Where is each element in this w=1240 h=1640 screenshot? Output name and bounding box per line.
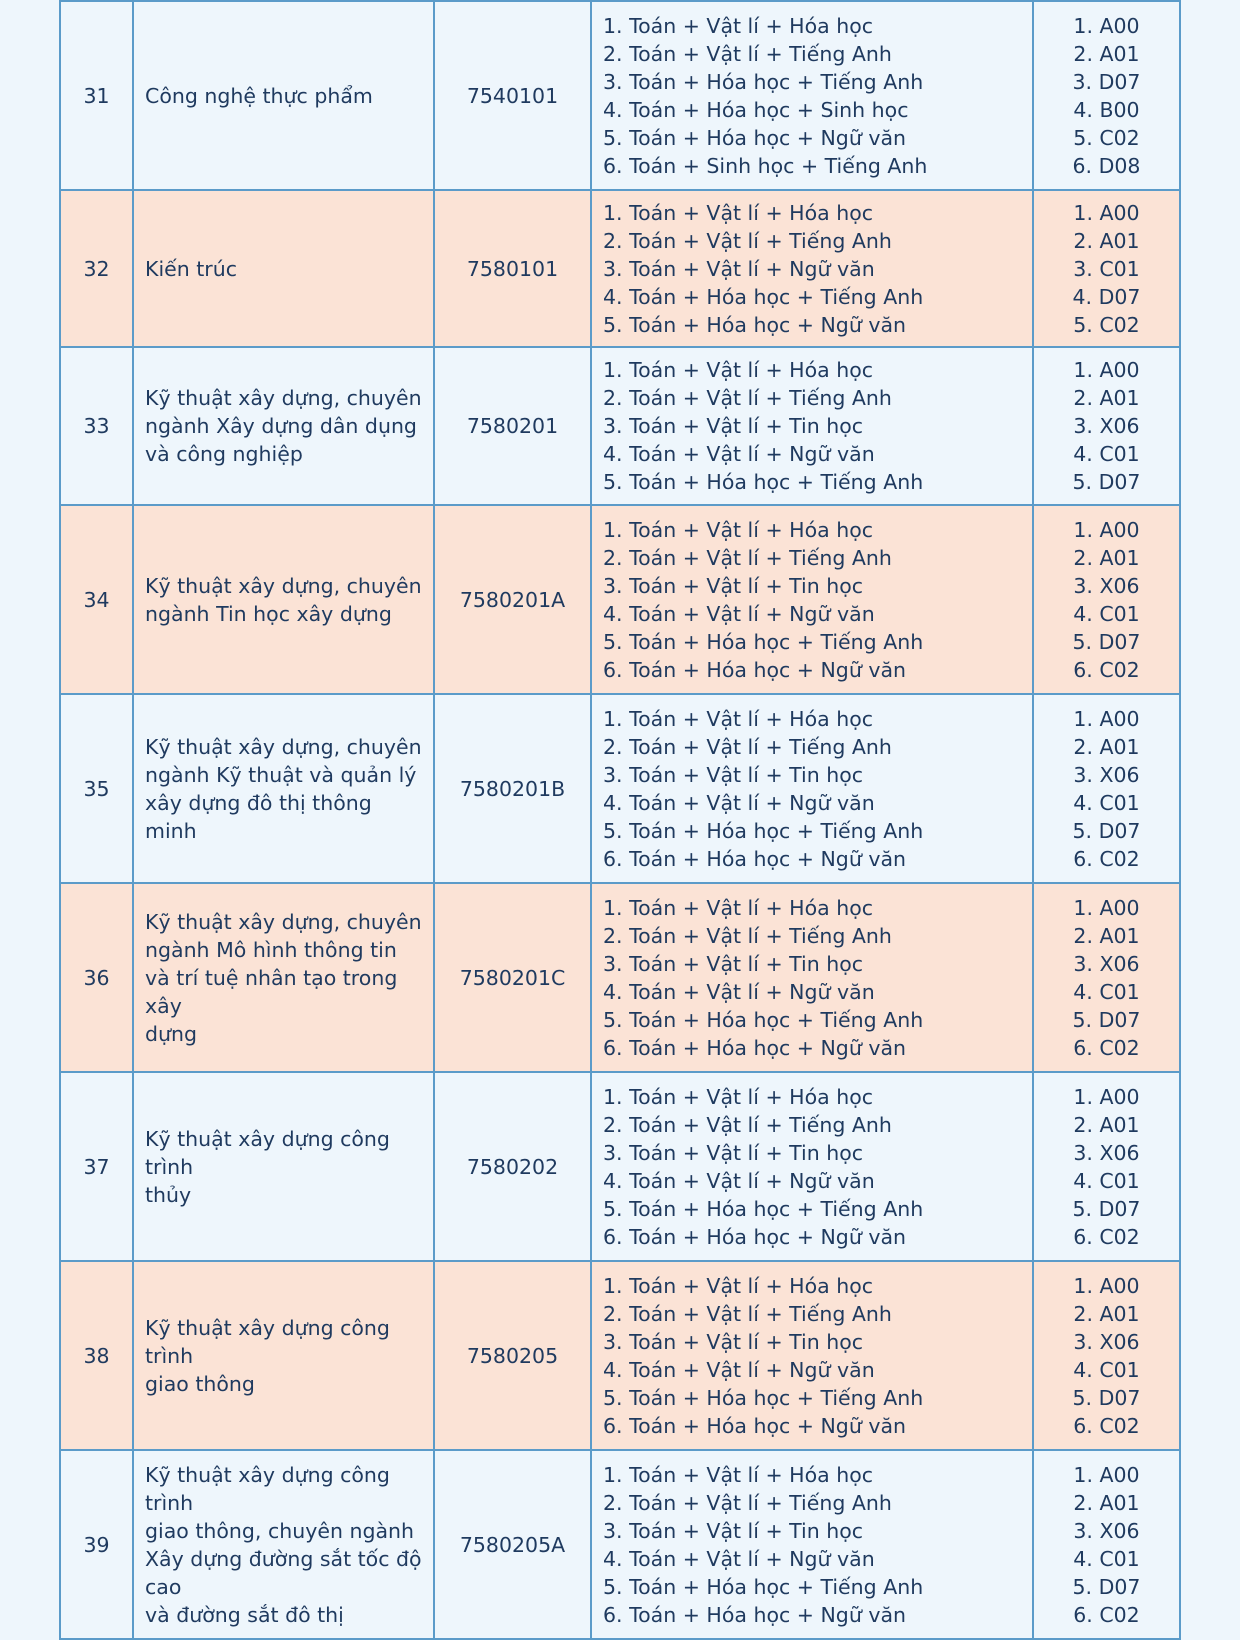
major-code: 7580201A (434, 505, 591, 694)
major-code: 7580201C (434, 883, 591, 1072)
subject-combinations (591, 505, 1033, 694)
major-code: 7540101 (434, 1, 591, 190)
admission-table (59, 0, 1181, 1640)
table-row (60, 347, 1180, 505)
combination-code-item: 2. A01 (1073, 41, 1140, 66)
major-name: Kỹ thuật xây dựng công trình thủy (133, 1072, 434, 1261)
subject-combination-item: 5. Toán + Hóa học + Tiếng Anh (603, 470, 924, 494)
combination-code-item: 4. C01 (1073, 790, 1140, 815)
subject-combination-item: 3. Toán + Vật lí + Tin học (603, 762, 864, 787)
subject-combination-item: 2. Toán + Vật lí + Tiếng Anh (603, 386, 892, 410)
subject-combination-item: 2. Toán + Vật lí + Tiếng Anh (603, 41, 892, 66)
subject-combination-item: 1. Toán + Vật lí + Hóa học (603, 358, 874, 382)
combination-code-item: 1. A00 (1073, 13, 1140, 38)
combination-code-item: 1. A00 (1073, 706, 1140, 731)
major-name: Kiến trúc (133, 190, 434, 347)
subject-combination-item: 4. Toán + Vật lí + Ngữ văn (603, 790, 875, 815)
combination-code-item: 6. C02 (1073, 1602, 1140, 1627)
combination-code-item: 6. C02 (1073, 657, 1140, 682)
subject-combination-item: 4. Toán + Vật lí + Ngữ văn (603, 442, 875, 466)
row-number: 35 (60, 694, 133, 883)
subject-combination-item: 1. Toán + Vật lí + Hóa học (603, 517, 874, 542)
subject-combination-item: 4. Toán + Hóa học + Sinh học (603, 97, 909, 122)
major-code: 7580201 (434, 347, 591, 505)
subject-combination-item: 4. Toán + Vật lí + Ngữ văn (603, 601, 875, 626)
subject-combination-item: 2. Toán + Vật lí + Tiếng Anh (603, 734, 892, 759)
subject-combination-item: 1. Toán + Vật lí + Hóa học (603, 1084, 874, 1109)
subject-combinations (591, 1, 1033, 190)
subject-combination-item: 4. Toán + Hóa học + Tiếng Anh (603, 284, 924, 309)
combination-codes (1033, 347, 1180, 505)
major-name: Kỹ thuật xây dựng, chuyên ngành Kỹ thuật và quản lý xây dựng đô thị thông minh (133, 694, 434, 883)
row-number: 33 (60, 347, 133, 505)
combination-code-item: 5. D07 (1072, 1007, 1141, 1032)
combination-code-item: 3. X06 (1073, 1329, 1140, 1354)
combination-code-item: 1. A00 (1073, 200, 1140, 225)
combination-code-item: 3. X06 (1073, 573, 1140, 598)
table-row (60, 190, 1180, 347)
combination-codes (1033, 1261, 1180, 1450)
combination-code-item: 1. A00 (1073, 1273, 1140, 1298)
combination-codes (1033, 505, 1180, 694)
subject-combination-item: 2. Toán + Vật lí + Tiếng Anh (603, 228, 892, 253)
major-code: 7580101 (434, 190, 591, 347)
subject-combination-item: 2. Toán + Vật lí + Tiếng Anh (603, 923, 892, 948)
subject-combinations (591, 347, 1033, 505)
subject-combination-item: 5. Toán + Hóa học + Tiếng Anh (603, 1385, 924, 1410)
major-name: Kỹ thuật xây dựng công trình giao thông (133, 1261, 434, 1450)
combination-code-item: 2. A01 (1073, 1490, 1140, 1515)
major-code: 7580201B (434, 694, 591, 883)
table-body (60, 1, 1180, 1639)
combination-codes (1033, 190, 1180, 347)
subject-combination-item: 5. Toán + Hóa học + Ngữ văn (603, 312, 907, 337)
subject-combinations (591, 1072, 1033, 1261)
subject-combination-item: 5. Toán + Hóa học + Tiếng Anh (603, 629, 924, 654)
major-name: Kỹ thuật xây dựng, chuyên ngành Mô hình thông tin và trí tuệ nhân tạo trong xây dựng (133, 883, 434, 1072)
subject-combinations (591, 1450, 1033, 1639)
combination-code-item: 3. X06 (1073, 762, 1140, 787)
subject-combinations (591, 694, 1033, 883)
combination-code-item: 4. C01 (1073, 979, 1140, 1004)
subject-combination-item: 1. Toán + Vật lí + Hóa học (603, 706, 874, 731)
combination-codes (1033, 1450, 1180, 1639)
subject-combination-item: 6. Toán + Hóa học + Ngữ văn (603, 846, 907, 871)
subject-combination-item: 5. Toán + Hóa học + Tiếng Anh (603, 818, 924, 843)
combination-code-item: 1. A00 (1073, 1462, 1140, 1487)
combination-code-item: 2. A01 (1073, 228, 1140, 253)
combination-code-item: 1. A00 (1073, 517, 1140, 542)
table-row (60, 694, 1180, 883)
subject-combination-item: 5. Toán + Hóa học + Tiếng Anh (603, 1574, 924, 1599)
combination-code-item: 5. D07 (1072, 629, 1141, 654)
row-number: 38 (60, 1261, 133, 1450)
table-row (60, 1261, 1180, 1450)
combination-code-item: 3. D07 (1072, 69, 1141, 94)
subject-combinations (591, 883, 1033, 1072)
combination-code-item: 2. A01 (1073, 386, 1140, 410)
major-code: 7580205 (434, 1261, 591, 1450)
combination-code-item: 3. X06 (1073, 951, 1140, 976)
row-number: 39 (60, 1450, 133, 1639)
combination-code-item: 2. A01 (1073, 1301, 1140, 1326)
subject-combination-item: 2. Toán + Vật lí + Tiếng Anh (603, 1112, 892, 1137)
table-row (60, 883, 1180, 1072)
subject-combination-item: 6. Toán + Sinh học + Tiếng Anh (603, 153, 928, 178)
subject-combinations (591, 1261, 1033, 1450)
subject-combination-item: 3. Toán + Vật lí + Tin học (603, 414, 864, 438)
table-row (60, 1, 1180, 190)
subject-combination-item: 3. Toán + Vật lí + Tin học (603, 1140, 864, 1165)
subject-combination-item: 1. Toán + Vật lí + Hóa học (603, 13, 874, 38)
combination-codes (1033, 1, 1180, 190)
combination-code-item: 6. C02 (1073, 1413, 1140, 1438)
subject-combination-item: 3. Toán + Vật lí + Tin học (603, 951, 864, 976)
table-row (60, 1072, 1180, 1261)
combination-code-item: 4. C01 (1073, 1357, 1140, 1382)
combination-code-item: 4. C01 (1073, 1546, 1140, 1571)
table-row (60, 505, 1180, 694)
combination-code-item: 6. C02 (1073, 1224, 1140, 1249)
combination-code-item: 4. C01 (1073, 601, 1140, 626)
combination-code-item: 5. C02 (1073, 125, 1140, 150)
subject-combination-item: 1. Toán + Vật lí + Hóa học (603, 200, 874, 225)
subject-combination-item: 4. Toán + Vật lí + Ngữ văn (603, 1357, 875, 1382)
major-name: Kỹ thuật xây dựng, chuyên ngành Tin học xây dựng (133, 505, 434, 694)
subject-combination-item: 6. Toán + Hóa học + Ngữ văn (603, 1224, 907, 1249)
subject-combination-item: 6. Toán + Hóa học + Ngữ văn (603, 1602, 907, 1627)
combination-code-item: 1. A00 (1073, 1084, 1140, 1109)
row-number: 34 (60, 505, 133, 694)
subject-combination-item: 5. Toán + Hóa học + Ngữ văn (603, 125, 907, 150)
combination-code-item: 5. D07 (1072, 1196, 1141, 1221)
combination-codes (1033, 883, 1180, 1072)
combination-code-item: 4. D07 (1072, 284, 1141, 309)
subject-combination-item: 1. Toán + Vật lí + Hóa học (603, 1273, 874, 1298)
table-row (60, 1450, 1180, 1639)
major-code: 7580205A (434, 1450, 591, 1639)
combination-code-item: 3. X06 (1073, 1140, 1140, 1165)
row-number: 31 (60, 1, 133, 190)
subject-combination-item: 4. Toán + Vật lí + Ngữ văn (603, 979, 875, 1004)
subject-combination-item: 1. Toán + Vật lí + Hóa học (603, 1462, 874, 1487)
major-name: Kỹ thuật xây dựng công trình giao thông, chuyên ngành Xây dựng đường sắt tốc độ cao và đường sắt đô thị (133, 1450, 434, 1639)
combination-codes (1033, 1072, 1180, 1261)
subject-combination-item: 2. Toán + Vật lí + Tiếng Anh (603, 1490, 892, 1515)
row-number: 32 (60, 190, 133, 347)
subject-combination-item: 3. Toán + Hóa học + Tiếng Anh (603, 69, 924, 94)
combination-code-item: 5. D07 (1072, 1574, 1141, 1599)
subject-combination-item: 1. Toán + Vật lí + Hóa học (603, 895, 874, 920)
combination-code-item: 1. A00 (1073, 895, 1140, 920)
combination-code-item: 5. D07 (1072, 1385, 1141, 1410)
combination-code-item: 4. C01 (1073, 442, 1140, 466)
combination-code-item: 4. C01 (1073, 1168, 1140, 1193)
combination-code-item: 3. X06 (1073, 1518, 1140, 1543)
subject-combination-item: 6. Toán + Hóa học + Ngữ văn (603, 1035, 907, 1060)
combination-code-item: 6. C02 (1073, 846, 1140, 871)
combination-code-item: 6. D08 (1072, 153, 1141, 178)
subject-combinations (591, 190, 1033, 347)
subject-combination-item: 3. Toán + Vật lí + Tin học (603, 573, 864, 598)
subject-combination-item: 2. Toán + Vật lí + Tiếng Anh (603, 1301, 892, 1326)
subject-combination-item: 6. Toán + Hóa học + Ngữ văn (603, 657, 907, 682)
combination-code-item: 5. C02 (1073, 312, 1140, 337)
subject-combination-item: 3. Toán + Vật lí + Tin học (603, 1518, 864, 1543)
row-number: 37 (60, 1072, 133, 1261)
combination-code-item: 2. A01 (1073, 923, 1140, 948)
combination-code-item: 2. A01 (1073, 545, 1140, 570)
combination-code-item: 5. D07 (1072, 470, 1141, 494)
subject-combination-item: 2. Toán + Vật lí + Tiếng Anh (603, 545, 892, 570)
combination-codes (1033, 694, 1180, 883)
combination-code-item: 4. B00 (1073, 97, 1140, 122)
combination-code-item: 1. A00 (1073, 358, 1140, 382)
major-name: Công nghệ thực phẩm (133, 1, 434, 190)
major-name: Kỹ thuật xây dựng, chuyên ngành Xây dựng dân dụng và công nghiệp (133, 347, 434, 505)
subject-combination-item: 5. Toán + Hóa học + Tiếng Anh (603, 1007, 924, 1032)
combination-code-item: 2. A01 (1073, 734, 1140, 759)
subject-combination-item: 4. Toán + Vật lí + Ngữ văn (603, 1546, 875, 1571)
row-number: 36 (60, 883, 133, 1072)
combination-code-item: 5. D07 (1072, 818, 1141, 843)
subject-combination-item: 5. Toán + Hóa học + Tiếng Anh (603, 1196, 924, 1221)
subject-combination-item: 3. Toán + Vật lí + Ngữ văn (603, 256, 875, 281)
combination-code-item: 6. C02 (1073, 1035, 1140, 1060)
combination-code-item: 3. C01 (1073, 256, 1140, 281)
combination-code-item: 3. X06 (1073, 414, 1140, 438)
subject-combination-item: 4. Toán + Vật lí + Ngữ văn (603, 1168, 875, 1193)
combination-code-item: 2. A01 (1073, 1112, 1140, 1137)
subject-combination-item: 6. Toán + Hóa học + Ngữ văn (603, 1413, 907, 1438)
major-code: 7580202 (434, 1072, 591, 1261)
subject-combination-item: 3. Toán + Vật lí + Tin học (603, 1329, 864, 1354)
